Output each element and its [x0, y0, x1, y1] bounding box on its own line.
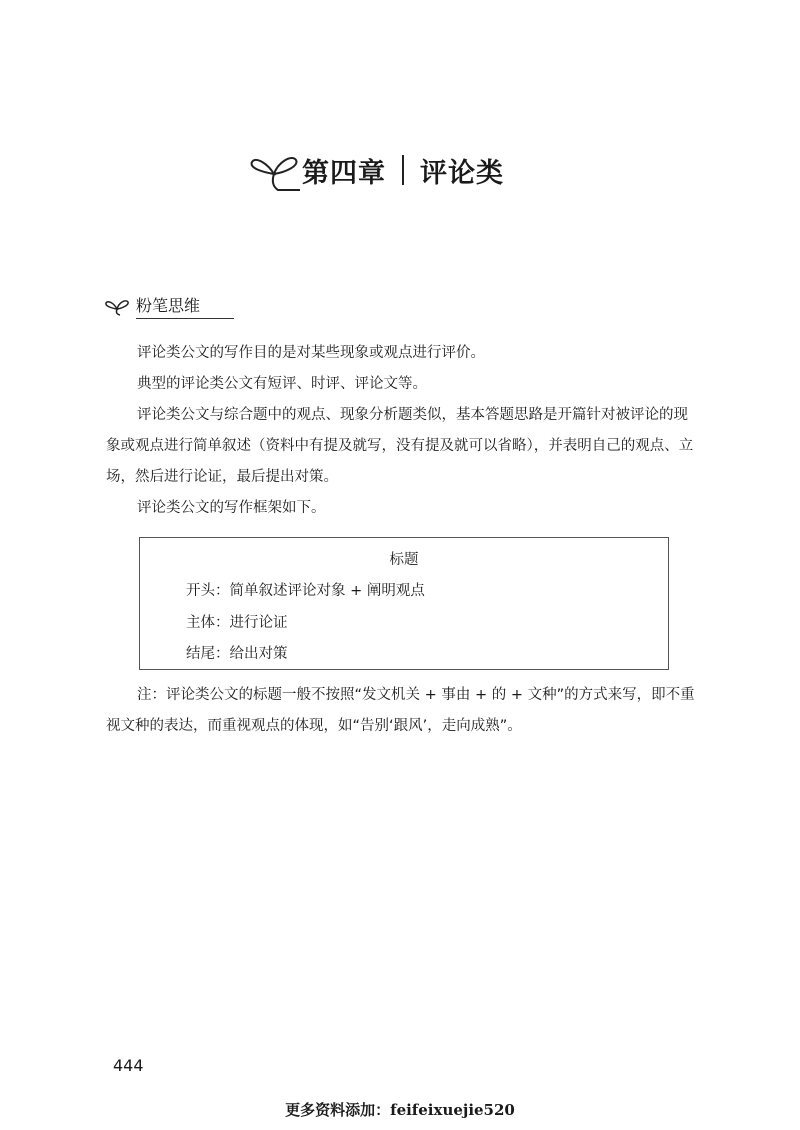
section-heading [104, 293, 234, 319]
note-text: 注：评论类公文的标题一般不按照“发文机关 + 事由 + 的 + 文种”的方式来写，即不重视文种的表达，而重视观点的体现，如“告别‘跟风’，走向成熟”。 [106, 687, 695, 734]
chapter-divider [402, 155, 404, 185]
framework-title: 标题 [389, 552, 419, 568]
chapter-heading [248, 140, 504, 200]
sprout-icon [248, 146, 300, 194]
framework-line-ending: 结尾：给出对策 [186, 646, 288, 662]
section-title: 粉笔思维 [136, 293, 234, 319]
framework-box [139, 537, 669, 670]
framework-line-body: 主体：进行论证 [186, 615, 288, 631]
page-number: 444 [113, 1056, 144, 1075]
paragraph: 评论类公文与综合题中的观点、现象分析题类似，基本答题思路是开篇针对被评论的现象或观点进行简单叙述（资料中有提及就写，没有提及就可以省略），并表明自己的观点、立场，然后进行论证，最后提出对策。 [106, 407, 694, 485]
footer-note: 更多资料添加：feifeixuejie520 [285, 1101, 515, 1119]
chapter-subject: 评论类 [420, 157, 504, 189]
note-block [106, 680, 696, 742]
chapter-number: 第四章 [302, 157, 386, 189]
sprout-small-icon [104, 296, 130, 316]
intro-paragraphs [106, 338, 696, 524]
paragraph: 典型的评论类公文有短评、时评、评论文等。 [137, 376, 427, 392]
paragraph: 评论类公文的写作目的是对某些现象或观点进行评价。 [137, 345, 485, 361]
framework-line-opening: 开头：简单叙述评论对象 + 阐明观点 [186, 583, 425, 599]
paragraph: 评论类公文的写作框架如下。 [137, 500, 326, 516]
